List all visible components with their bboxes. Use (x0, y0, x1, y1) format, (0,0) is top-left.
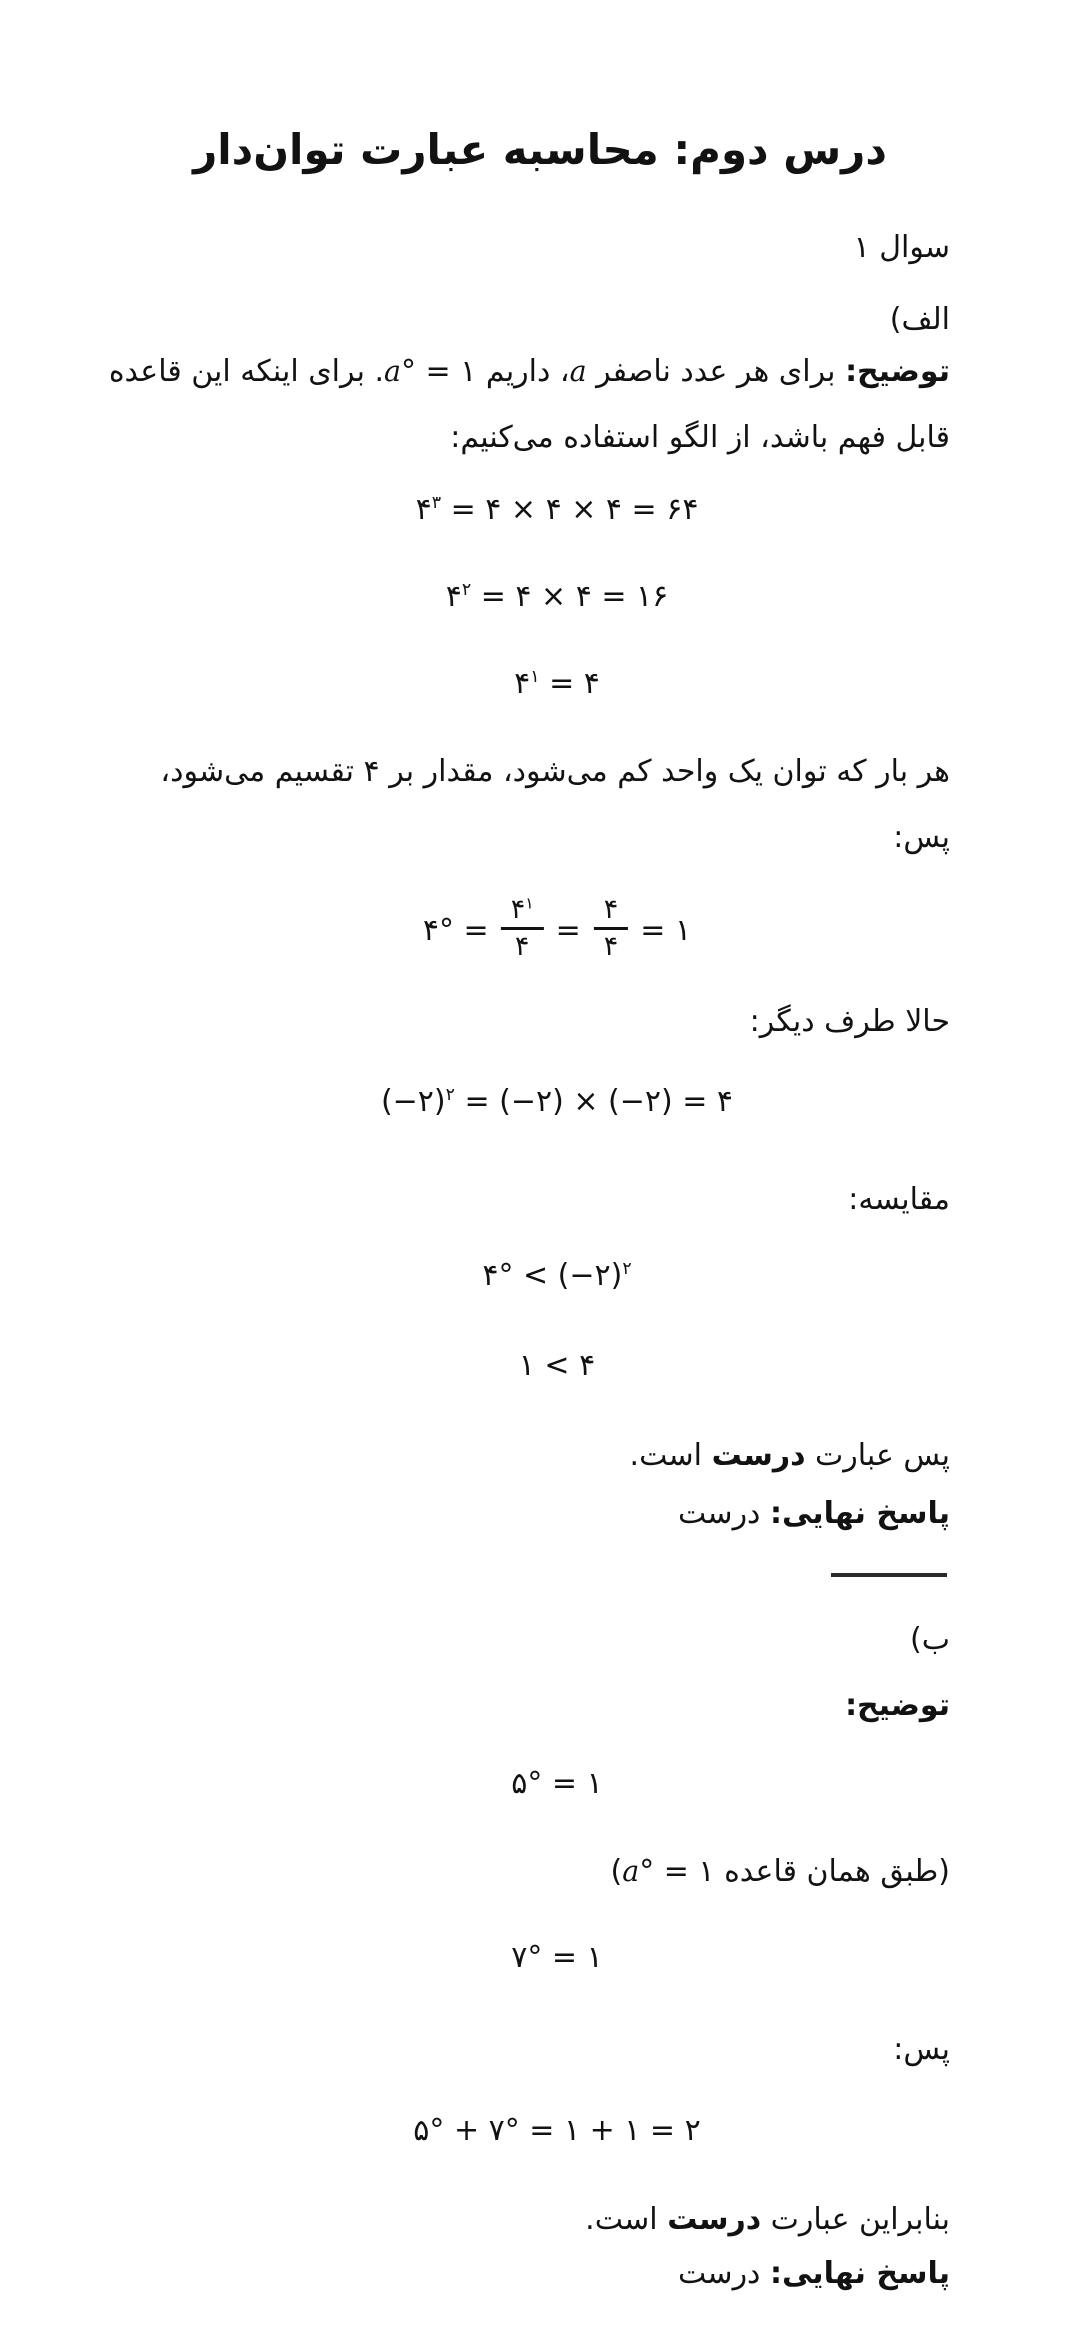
equation-comparison: ۴° < (−۲)$^۲$ (482, 1258, 632, 1293)
equation-sum: ۵° + ۷° = ۱ + ۱ = ۲ (413, 2113, 701, 2148)
explanation-a-line-2: قابل فهم باشد، از الگو استفاده می‌کنیم: (450, 420, 950, 455)
conclusion-a-line: پس عبارت درست است. (629, 1438, 950, 1473)
part-b-label: ب) (910, 1622, 950, 1657)
equation-7-pow-0: ۷° = ۱ (511, 1940, 603, 1975)
final-answer-a: پاسخ نهایی: درست (677, 1496, 950, 1531)
question-1-label: سوال ۱ (853, 230, 950, 265)
part-a-label: الف) (889, 302, 950, 337)
equation-1-lt-4: ۱ < ۴ (518, 1348, 596, 1383)
explanation-b-label: توضیح: (845, 1688, 950, 1723)
conclusion-b-line: بنابراین عبارت درست است. (585, 2202, 950, 2237)
rule-note-line: (طبق همان قاعده a° = ۱) (610, 1854, 950, 1889)
pattern-note-line: هر بار که توان یک واحد کم می‌شود، مقدار بر ۴ تقسیم می‌شود، (160, 754, 950, 789)
lesson-title: درس دوم: محاسبه عبارت توان‌دار (193, 125, 887, 175)
other-side-label: حالا طرف دیگر: (749, 1004, 950, 1039)
so-label-1: پس: (893, 820, 950, 855)
section-divider (831, 1573, 947, 1577)
equation-4-pow-2: $۴^۲$ = ۴ × ۴ = ۱۶ (445, 579, 669, 614)
so-label-2: پس: (893, 2032, 950, 2067)
final-answer-b: پاسخ نهایی: درست (677, 2256, 950, 2291)
equation-4-pow-1: $۴^۱$ = ۴ (514, 666, 600, 701)
equation-4-pow-0-fraction: ۴° = $\frac{۴^۱}{۴}$ = $\frac{۴}{۴}$ = ۱ (422, 893, 692, 962)
comparison-label: مقایسه: (848, 1182, 950, 1217)
equation-neg2-squared: (−۲)$^۲$ = (−۲) × (−۲) = ۴ (380, 1084, 734, 1119)
equation-5-pow-0: ۵° = ۱ (511, 1766, 603, 1801)
explanation-a-line-1: توضیح: برای هر عدد ناصفر a، داریم a° = ۱. برای اینکه این قاعده (108, 354, 950, 389)
equation-4-pow-3: $۴^۳$ = ۴ × ۴ × ۴ = ۶۴ (415, 492, 699, 527)
